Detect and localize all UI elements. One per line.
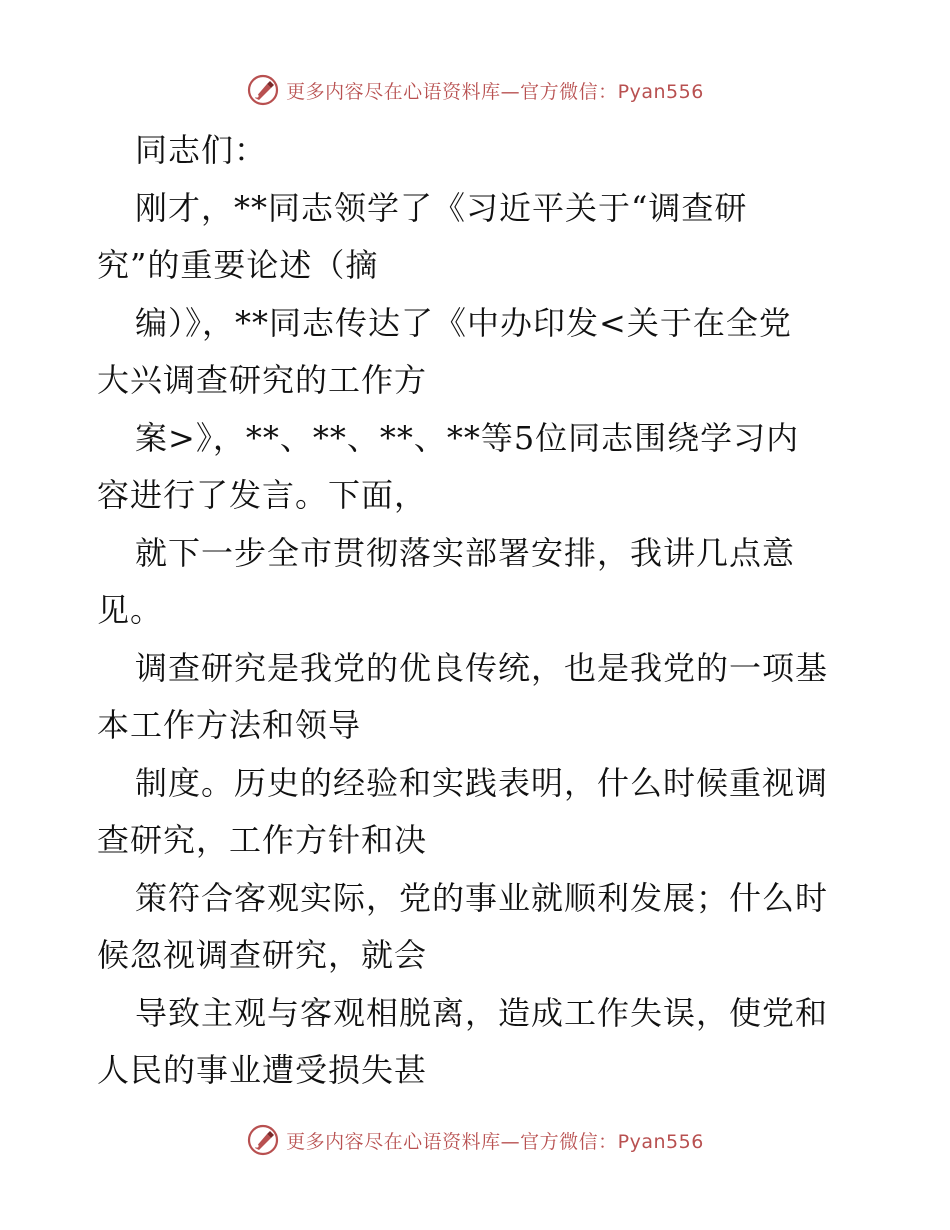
text-line: 大兴调查研究的工作方 — [97, 361, 428, 399]
pen-nib-logo-icon — [246, 1123, 280, 1157]
pen-nib-logo-icon — [246, 73, 280, 107]
watermark-text: 更多内容尽在心语资料库—官方微信：Pyan556 — [286, 80, 704, 103]
document-body — [97, 122, 857, 1100]
watermark-text: 更多内容尽在心语资料库—官方微信：Pyan556 — [286, 1130, 704, 1153]
text-line: 导致主观与客观相脱离，造成工作失误，使党和 — [135, 993, 829, 1032]
text-line: 查研究，工作方针和决 — [97, 821, 428, 859]
text-line: 编）》，**同志传达了《中办印发<关于在全党 — [135, 303, 792, 342]
text-line: 刚才，**同志领学了《习近平关于“调查研 — [135, 188, 748, 227]
footer-watermark — [0, 1120, 950, 1160]
text-line: 策符合客观实际，党的事业就顺利发展；什么时 — [135, 878, 829, 917]
header-watermark — [0, 70, 950, 110]
text-line: 就下一步全市贯彻落实部署安排，我讲几点意 — [135, 533, 796, 572]
text-line: 候忽视调查研究，就会 — [97, 936, 428, 974]
text-line: 本工作方法和领导 — [97, 706, 362, 744]
text-line: 制度。历史的经验和实践表明，什么时候重视调 — [135, 763, 829, 802]
text-line: 见。 — [97, 591, 164, 629]
text-line: 容进行了发言。下面， — [97, 476, 428, 514]
text-line: 人民的事业遭受损失甚 — [97, 1051, 428, 1089]
text-line: 究”的重要论述（摘 — [97, 246, 379, 284]
text-line: 案>》，**、**、**、**等5位同志围绕学习内 — [135, 418, 800, 457]
text-line: 调查研究是我党的优良传统，也是我党的一项基 — [135, 648, 829, 687]
text-line: 同志们： — [135, 131, 268, 169]
